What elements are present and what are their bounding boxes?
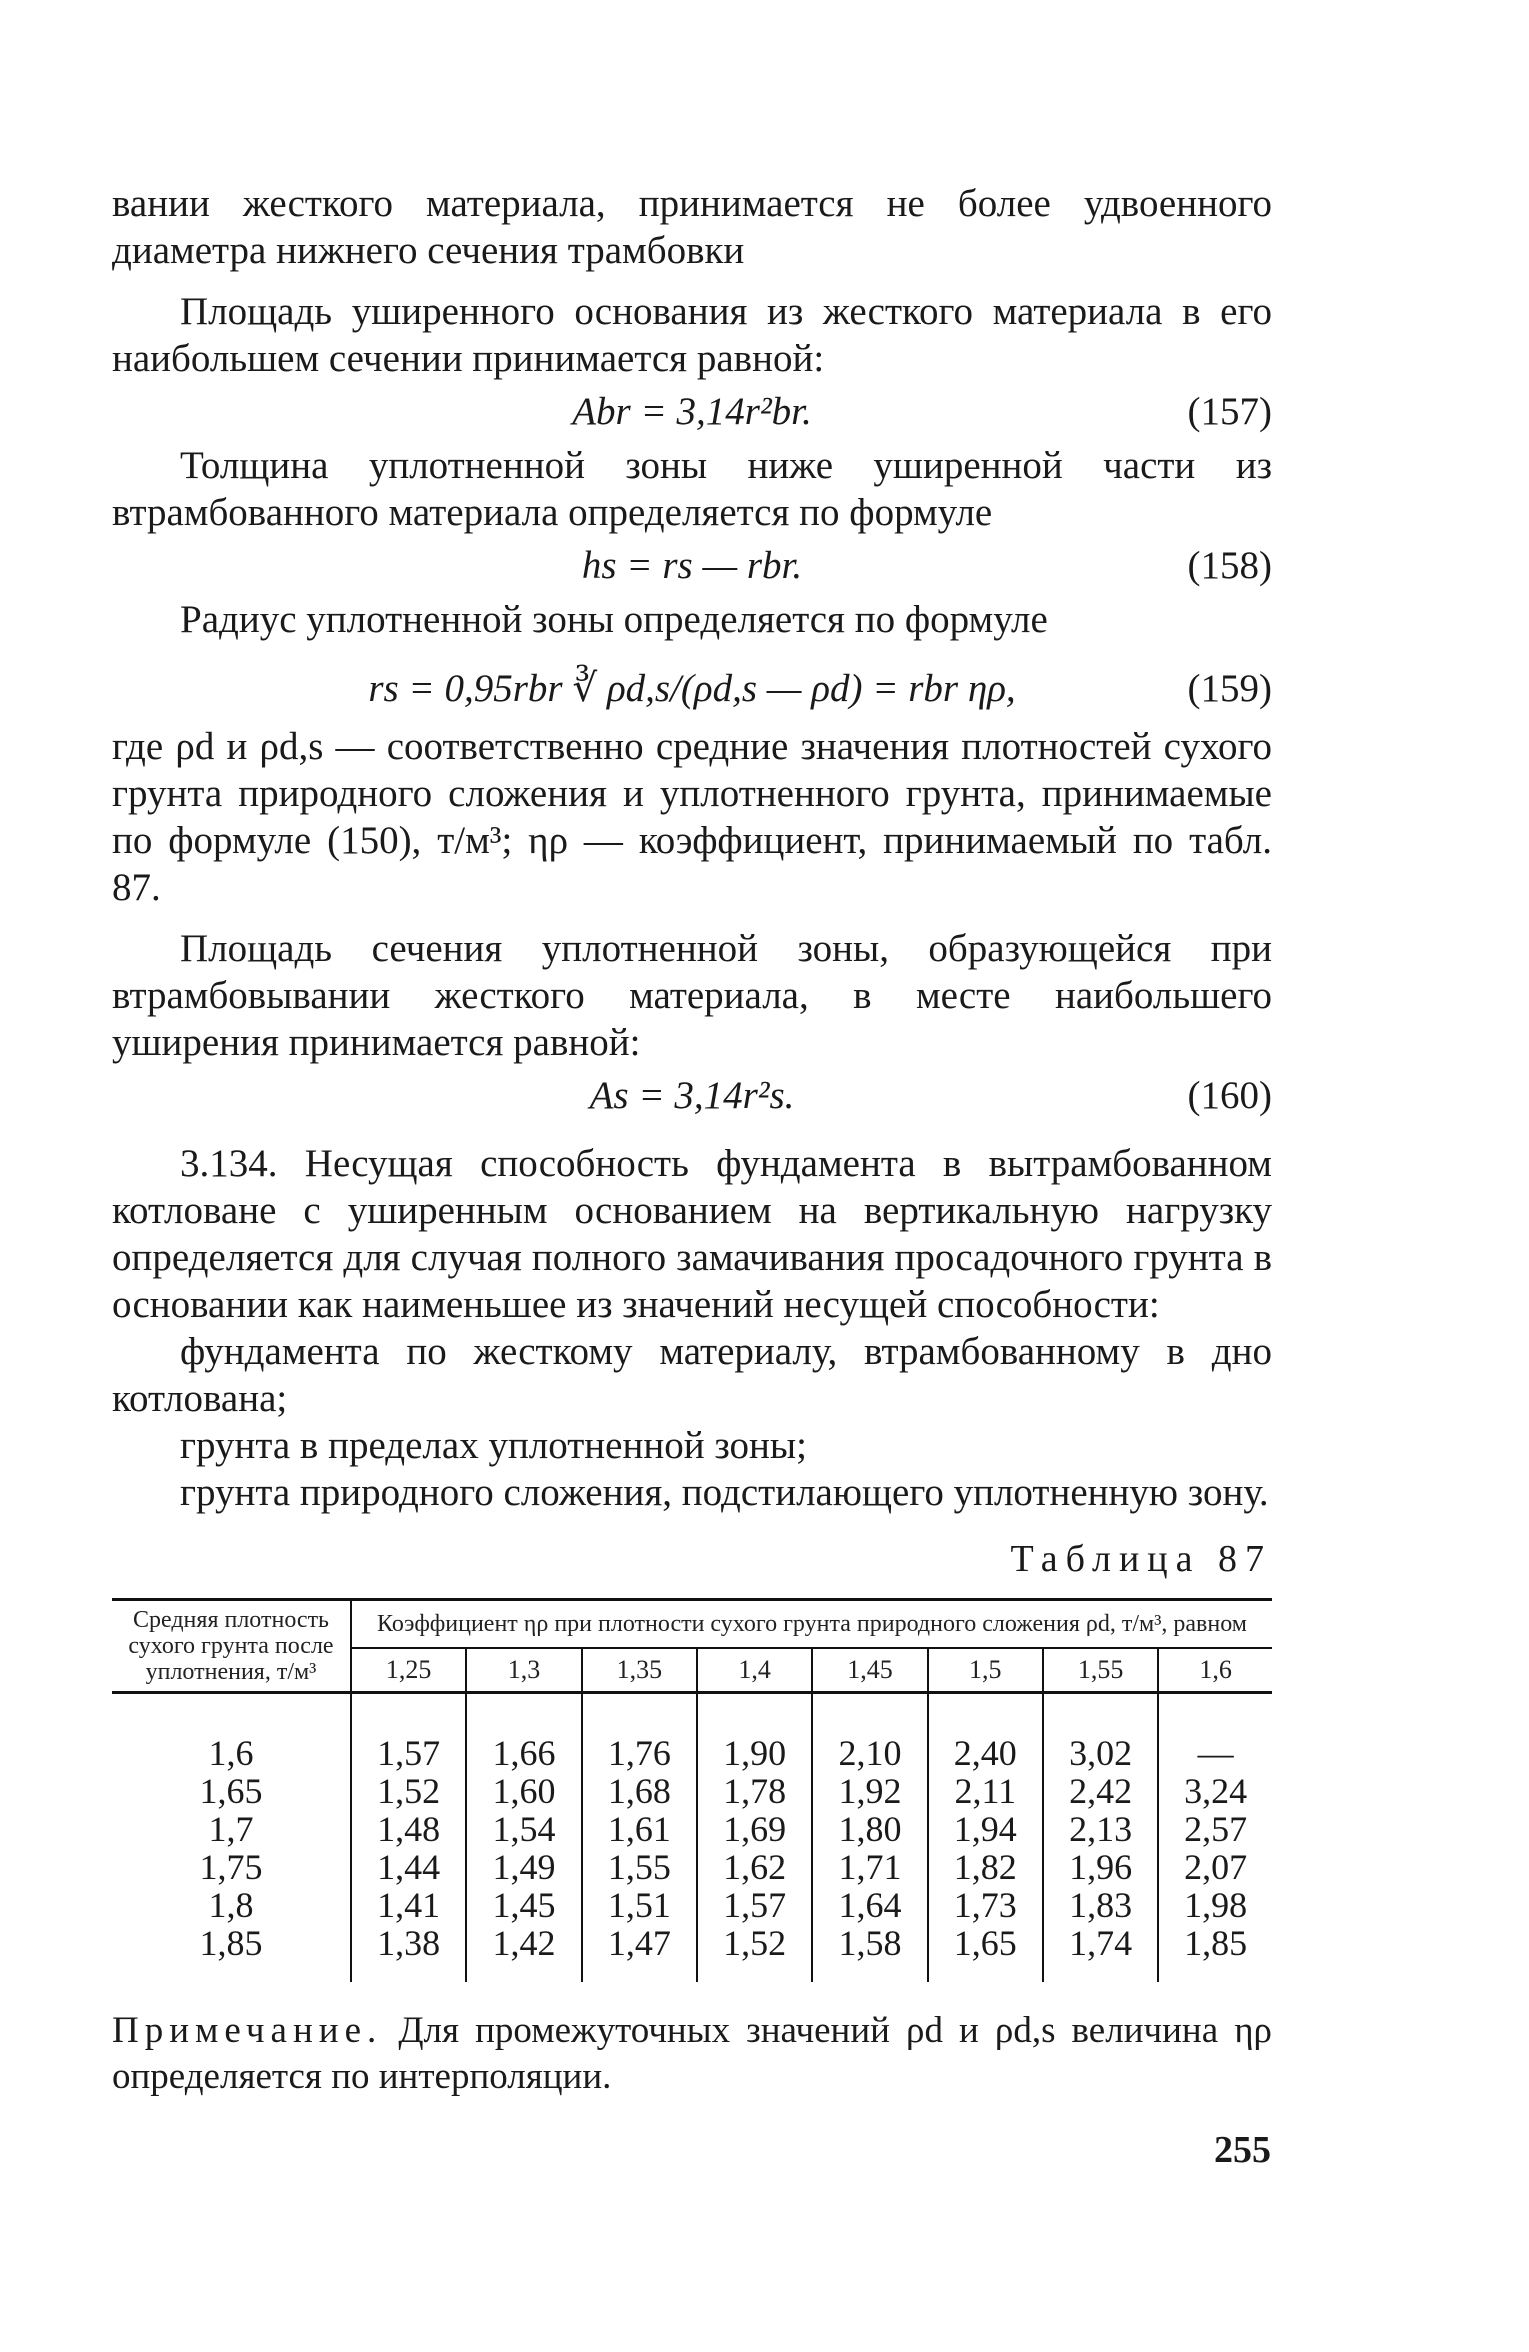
column-header: 1,5	[928, 1648, 1043, 1693]
table-row	[112, 1810, 1272, 1848]
table-row	[112, 1693, 1272, 1773]
table-cell: 1,58	[812, 1924, 927, 1982]
table-cell: 1,60	[466, 1772, 581, 1810]
formula-157-number: (157)	[1187, 390, 1272, 433]
page-number: 255	[1214, 2129, 1271, 2171]
page-content	[112, 180, 1272, 2100]
column-header: 1,55	[1043, 1648, 1158, 1693]
table-87	[112, 1598, 1272, 1982]
column-header: 1,45	[812, 1648, 927, 1693]
table-cell: 1,92	[812, 1772, 927, 1810]
column-header: 1,3	[466, 1648, 581, 1693]
column-header: 1,4	[697, 1648, 812, 1693]
list-item-rigid-material: фундамента по жесткому материалу, втрамбованному в дно котлована;	[112, 1330, 1272, 1420]
table-cell: 1,98	[1158, 1886, 1272, 1924]
table-row	[112, 1772, 1272, 1810]
row-density: 1,75	[112, 1848, 351, 1886]
table-note	[112, 2008, 1272, 2100]
formula-159-number: (159)	[1187, 667, 1272, 710]
table-cell: 1,96	[1043, 1848, 1158, 1886]
table-cell: 1,51	[582, 1886, 697, 1924]
table-cell: 1,57	[351, 1693, 466, 1773]
formula-160-number: (160)	[1187, 1074, 1272, 1117]
table-cell: 1,52	[697, 1924, 812, 1982]
paragraph-compacted-zone-radius: Радиус уплотненной зоны определяется по формуле	[180, 598, 1048, 641]
note-text: Для промежуточных значений ρd и ρd,s величина ηρ определяется по интерполяции.	[112, 2010, 1273, 2097]
header-density-after-compaction: Средняя плотность сухого грунта после уплотнения, т/м³	[112, 1600, 351, 1693]
formula-158-number: (158)	[1187, 544, 1272, 587]
table-cell: 1,57	[697, 1886, 812, 1924]
table-cell: 2,57	[1158, 1810, 1272, 1848]
paragraph-continuation: вании жесткого материала, принимается не более удвоенного диаметра нижнего сечения трамбовки	[112, 182, 1272, 272]
table-cell: 1,44	[351, 1848, 466, 1886]
table-cell: 1,80	[812, 1810, 927, 1848]
table-cell: 1,85	[1158, 1924, 1272, 1982]
table-cell: 1,90	[697, 1693, 812, 1773]
paragraph-where-definitions: где ρd и ρd,s — соответственно средние значения плотностей сухого грунта природного сложения и уплотненного грунта, принимаемые по формуле (150), т/м³; ηρ — коэффициент, принимаемый по табл. 87.	[112, 725, 1272, 909]
note-label: Примечание.	[112, 2010, 383, 2051]
list-item-natural-soil: грунта природного сложения, подстилающего уплотненную зону.	[180, 1471, 1269, 1514]
coefficient-table	[112, 1598, 1272, 1982]
table-cell: 1,54	[466, 1810, 581, 1848]
table-cell: 1,76	[582, 1693, 697, 1773]
column-header: 1,6	[1158, 1648, 1272, 1693]
paragraph-area-widened-base: Площадь уширенного основания из жесткого материала в его наибольшем сечении принимается равной:	[112, 290, 1272, 380]
table-row	[112, 1848, 1272, 1886]
header-coefficient: Коэффициент ηρ при плотности сухого грунта природного сложения ρd, т/м³, равном	[351, 1600, 1272, 1649]
formula-159	[112, 643, 1272, 723]
table-cell: 1,64	[812, 1886, 927, 1924]
paragraph-compacted-zone-thickness: Толщина уплотненной зоны ниже уширенной части из втрамбованного материала определяется по формуле	[112, 444, 1272, 534]
table-cell: 1,49	[466, 1848, 581, 1886]
table-row	[112, 1886, 1272, 1924]
table-cell: 1,42	[466, 1924, 581, 1982]
formula-158	[112, 536, 1272, 596]
table-cell: 1,47	[582, 1924, 697, 1982]
table-cell: 2,11	[928, 1772, 1043, 1810]
table-cell: 3,02	[1043, 1693, 1158, 1773]
table-cell: 1,83	[1043, 1886, 1158, 1924]
table-cell: 1,82	[928, 1848, 1043, 1886]
formula-157-expression: Abr = 3,14r²br.	[572, 390, 812, 433]
table-cell: 1,69	[697, 1810, 812, 1848]
table-cell: 2,07	[1158, 1848, 1272, 1886]
formula-160	[112, 1066, 1272, 1126]
list-item-compacted-zone: грунта в пределах уплотненной зоны;	[180, 1424, 807, 1467]
formula-160-expression: As = 3,14r²s.	[589, 1074, 795, 1117]
table-cell: 1,41	[351, 1886, 466, 1924]
row-density: 1,85	[112, 1924, 351, 1982]
table-cell: 1,38	[351, 1924, 466, 1982]
table-cell: 2,42	[1043, 1772, 1158, 1810]
table-cell: 1,48	[351, 1810, 466, 1848]
formula-157	[112, 382, 1272, 442]
table-row	[112, 1924, 1272, 1982]
row-density: 1,6	[112, 1693, 351, 1773]
table-cell: 1,73	[928, 1886, 1043, 1924]
table-body	[112, 1693, 1272, 1983]
row-density: 1,8	[112, 1886, 351, 1924]
table-cell: 2,13	[1043, 1810, 1158, 1848]
row-density: 1,7	[112, 1810, 351, 1848]
formula-158-expression: hs = rs — rbr.	[581, 544, 803, 587]
table-cell: 1,45	[466, 1886, 581, 1924]
table-cell: 1,68	[582, 1772, 697, 1810]
table-cell: 1,62	[697, 1848, 812, 1886]
table-cell: 1,74	[1043, 1924, 1158, 1982]
formula-159-expression: rs = 0,95rbr ∛ ρd,s/(ρd,s — ρd) = rbr ηρ,	[368, 667, 1016, 710]
column-header: 1,25	[351, 1648, 466, 1693]
table-cell: 2,10	[812, 1693, 927, 1773]
table-cell: 1,55	[582, 1848, 697, 1886]
column-header: 1,35	[582, 1648, 697, 1693]
table-cell: 1,66	[466, 1693, 581, 1773]
table-cell: 1,61	[582, 1810, 697, 1848]
table-cell: 1,78	[697, 1772, 812, 1810]
table-cell: 1,52	[351, 1772, 466, 1810]
table-cell: 1,71	[812, 1848, 927, 1886]
table-cell: 1,94	[928, 1810, 1043, 1848]
table-cell: 1,65	[928, 1924, 1043, 1982]
paragraph-3-134: 3.134. Несущая способность фундамента в вытрамбованном котловане с уширенным основанием на вертикальную нагрузку определяется для случая полного замачивания просадочного грунта в основании как наименьшее из значений несущей способности:	[112, 1142, 1272, 1326]
paragraph-section-area: Площадь сечения уплотненной зоны, образующейся при втрамбовывании жесткого материала, в месте наибольшего уширения принимается равной:	[112, 927, 1272, 1064]
table-cell: 2,40	[928, 1693, 1043, 1773]
table-cell: —	[1158, 1693, 1272, 1773]
table-cell: 3,24	[1158, 1772, 1272, 1810]
table-caption: Таблица 87	[1010, 1538, 1272, 1580]
row-density: 1,65	[112, 1772, 351, 1810]
